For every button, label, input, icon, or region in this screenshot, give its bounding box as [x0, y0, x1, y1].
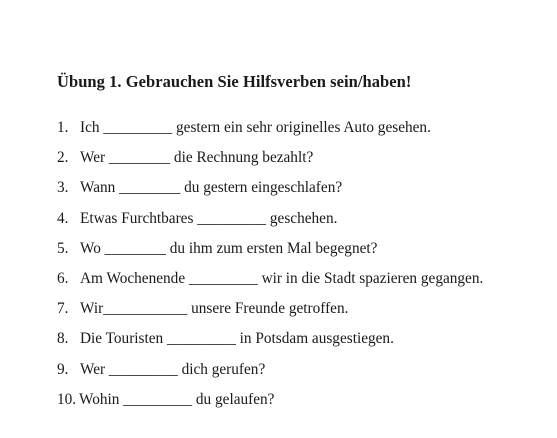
item-sentence: Die Touristen _________ in Potsdam ausgestiegen. — [80, 330, 394, 348]
item-number: 1. — [57, 119, 69, 136]
item-number: 10. — [57, 390, 77, 408]
item-sentence: Wer _________ dich gerufen? — [80, 360, 266, 378]
exercise-item — [57, 268, 555, 298]
item-number: 6. — [57, 269, 69, 287]
item-sentence: Wohin _________ du gelaufen? — [79, 390, 275, 408]
item-number: 2. — [57, 149, 69, 167]
exercise-item — [57, 208, 555, 238]
exercise-item — [57, 147, 555, 177]
exercise-item — [57, 238, 555, 268]
item-number: 9. — [57, 360, 69, 378]
item-number: 3. — [57, 179, 69, 197]
item-sentence: Wir___________ unsere Freunde getroffen. — [80, 300, 349, 318]
item-sentence: Ich _________ gestern ein sehr originelles Auto gesehen. — [80, 119, 431, 136]
item-sentence: Etwas Furchtbares _________ geschehen. — [80, 209, 338, 227]
exercise-item — [57, 117, 555, 147]
exercise-item — [57, 389, 555, 419]
item-sentence: Wer ________ die Rechnung bezahlt? — [80, 149, 314, 167]
item-sentence: Wo ________ du ihm zum ersten Mal begegnet? — [80, 239, 378, 257]
exercise-item — [57, 177, 555, 207]
exercise-title: Übung 1. Gebrauchen Sie Hilfsverben sein/haben! — [57, 72, 412, 91]
item-sentence: Wann ________ du gestern eingeschlafen? — [80, 179, 343, 197]
item-number: 8. — [57, 330, 69, 348]
exercise-list — [57, 117, 555, 419]
item-number: 4. — [57, 209, 69, 227]
exercise-item — [57, 359, 555, 389]
item-sentence: Am Wochenende _________ wir in die Stadt spazieren gegangen. — [80, 269, 484, 287]
item-number: 5. — [57, 239, 69, 257]
item-number: 7. — [57, 300, 69, 318]
exercise-item — [57, 328, 555, 358]
exercise-item — [57, 298, 555, 328]
